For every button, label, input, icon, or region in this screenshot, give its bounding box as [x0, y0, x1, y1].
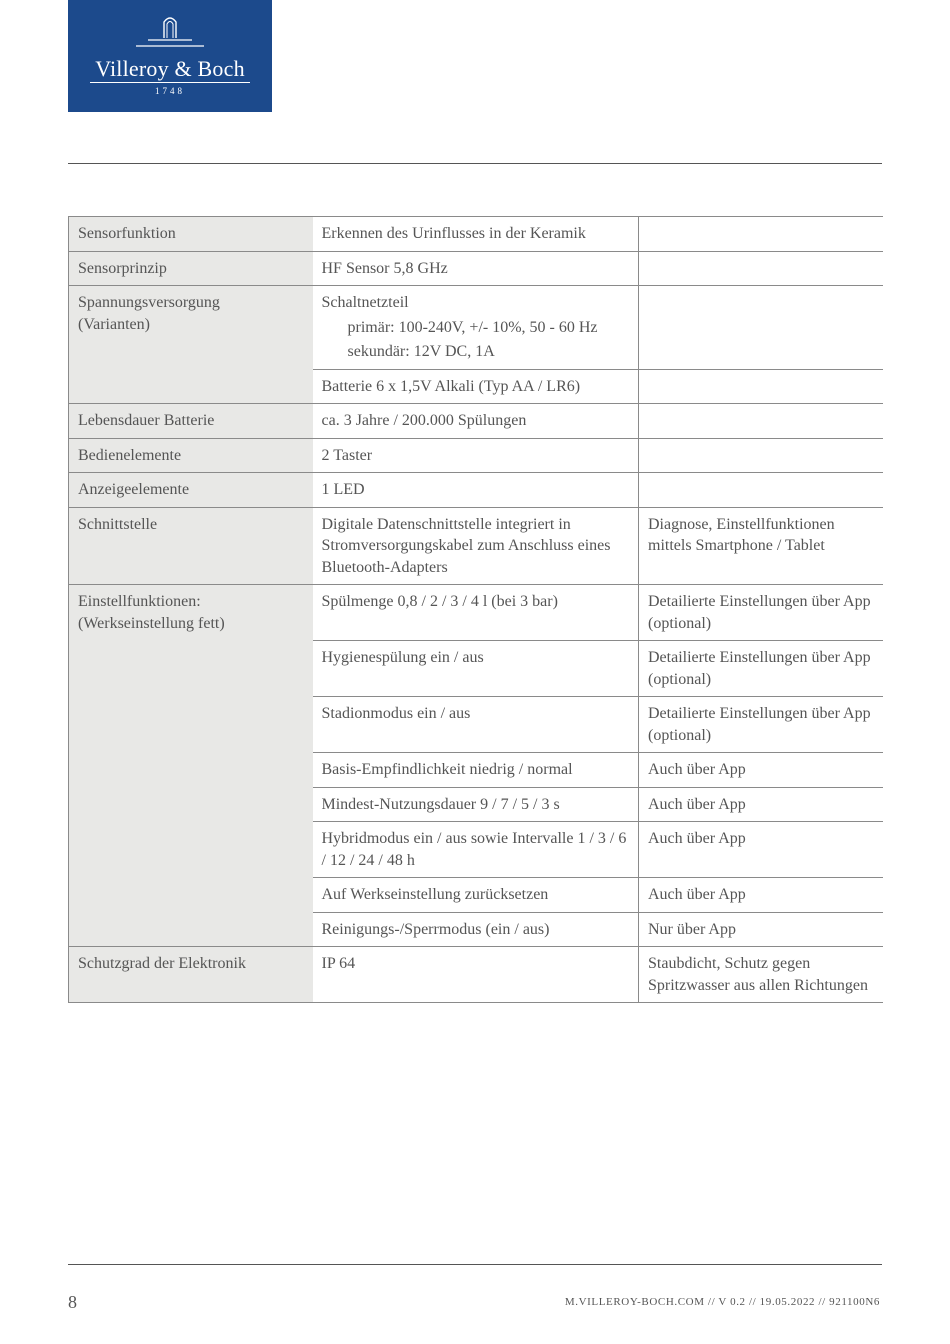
- row-label: Lebensdauer Batterie: [69, 404, 313, 439]
- table-row: [69, 585, 883, 641]
- brand-name: Villeroy & Boch: [95, 56, 245, 81]
- table-row: [69, 947, 883, 1003]
- row-value: Auf Werkseinstellung zurücksetzen: [313, 878, 639, 913]
- brand-underline: [90, 82, 250, 83]
- table-row: [69, 507, 883, 585]
- row-label: Bedienelemente: [69, 438, 313, 473]
- row-value: IP 64: [313, 947, 639, 1003]
- row-note: [639, 217, 883, 252]
- row-note: Auch über App: [639, 822, 883, 878]
- brand-logo: [68, 0, 272, 112]
- row-note: [639, 251, 883, 286]
- header-rule: [68, 163, 882, 164]
- row-note: Nur über App: [639, 912, 883, 947]
- table-row: [69, 473, 883, 508]
- row-note: Detailierte Einstellungen über App (optional): [639, 641, 883, 697]
- row-label: Sensorfunktion: [69, 217, 313, 252]
- row-value: 1 LED: [313, 473, 639, 508]
- table-row: [69, 438, 883, 473]
- footer-text: M.VILLEROY-BOCH.COM // V 0.2 // 19.05.2022 // 921100N6: [564, 1296, 880, 1308]
- row-label: Sensorprinzip: [69, 251, 313, 286]
- row-label-line: Einstellfunktionen:: [78, 593, 201, 610]
- row-value-sub: primär: 100-240V, +/- 10%, 50 - 60 Hz: [347, 318, 598, 336]
- footer-rule: [68, 1264, 882, 1265]
- row-value: HF Sensor 5,8 GHz: [313, 251, 639, 286]
- page-number: 8: [68, 1292, 77, 1312]
- row-label: [69, 585, 313, 947]
- table-row: [69, 404, 883, 439]
- row-note: Auch über App: [639, 878, 883, 913]
- row-label: Anzeigeelemente: [69, 473, 313, 508]
- row-value: Reinigungs-/Sperrmodus (ein / aus): [313, 912, 639, 947]
- row-value: Spülmenge 0,8 / 2 / 3 / 4 l (bei 3 bar): [313, 585, 639, 641]
- row-value: Batterie 6 x 1,5V Alkali (Typ AA / LR6): [313, 369, 639, 404]
- row-note: [639, 286, 883, 370]
- row-value: Digitale Datenschnittstelle integriert in Stromversorgungskabel zum Anschluss eines Bluetooth-Adapters: [313, 507, 639, 585]
- row-note: Detailierte Einstellungen über App (optional): [639, 585, 883, 641]
- row-label: Schnittstelle: [69, 507, 313, 585]
- row-value: 2 Taster: [313, 438, 639, 473]
- spec-table: [68, 216, 883, 1003]
- table-row: [69, 217, 883, 252]
- row-label: Schutzgrad der Elektronik: [69, 947, 313, 1003]
- row-label-line: Spannungsversorgung: [78, 294, 220, 311]
- row-value: Erkennen des Urinflusses in der Keramik: [313, 217, 639, 252]
- row-note: Auch über App: [639, 787, 883, 822]
- row-note: [639, 404, 883, 439]
- row-value: Stadionmodus ein / aus: [313, 697, 639, 753]
- row-label: [69, 286, 313, 404]
- row-value: ca. 3 Jahre / 200.000 Spülungen: [313, 404, 639, 439]
- row-value-sub: sekundär: 12V DC, 1A: [347, 343, 495, 360]
- row-note: Staubdicht, Schutz gegen Spritzwasser aus allen Richtungen: [639, 947, 883, 1003]
- row-note: [639, 438, 883, 473]
- row-value: Mindest-Nutzungsdauer 9 / 7 / 5 / 3 s: [313, 787, 639, 822]
- row-label-line: (Werkseinstellung fett): [78, 614, 225, 632]
- brand-year: 1748: [155, 86, 185, 96]
- row-note: [639, 369, 883, 404]
- row-note: Detailierte Einstellungen über App (optional): [639, 697, 883, 753]
- table-row: [69, 286, 883, 370]
- row-note: [639, 473, 883, 508]
- row-value: Basis-Empfindlichkeit niedrig / normal: [313, 753, 639, 788]
- row-label-line: (Varianten): [78, 315, 150, 333]
- row-value-line: Schaltnetzteil: [321, 294, 409, 311]
- table-row: [69, 251, 883, 286]
- fountain-icon: [128, 14, 212, 54]
- row-note: Auch über App: [639, 753, 883, 788]
- row-value: Hygienespülung ein / aus: [313, 641, 639, 697]
- row-note: Diagnose, Einstellfunktionen mittels Smartphone / Tablet: [639, 507, 883, 585]
- row-value: Hybridmodus ein / aus sowie Intervalle 1 / 3 / 6 / 12 / 24 / 48 h: [313, 822, 639, 878]
- row-value: [313, 286, 639, 370]
